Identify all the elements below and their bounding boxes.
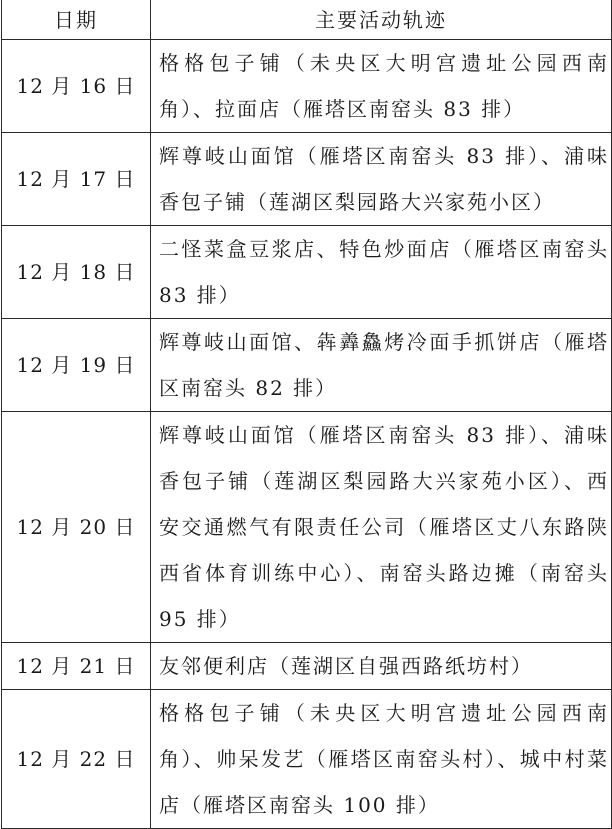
date-cell: 12 月 18 日 — [2, 226, 151, 319]
date-cell: 12 月 22 日 — [2, 690, 151, 829]
table-row — [2, 133, 612, 226]
date-cell: 12 月 21 日 — [2, 643, 151, 690]
track-cell: 友邻便利店（莲湖区自强西路纸坊村） — [151, 643, 612, 690]
date-cell: 12 月 16 日 — [2, 40, 151, 133]
table-row — [2, 319, 612, 412]
track-cell: 辉尊岐山面馆、犇羴鱻烤冷面手抓饼店（雁塔区南窑头 82 排） — [151, 319, 612, 412]
track-cell: 二怪菜盒豆浆店、特色炒面店（雁塔区南窑头 83 排） — [151, 226, 612, 319]
table-row — [2, 226, 612, 319]
date-cell: 12 月 19 日 — [2, 319, 151, 412]
track-cell: 辉尊岐山面馆（雁塔区南窑头 83 排）、浦味香包子铺（莲湖区梨园路大兴家苑小区）、西安交通燃气有限责任公司（雁塔区丈八东路陕西省体育训练中心）、南窑头路边摊（南窑头 95 排） — [151, 412, 612, 643]
header-row — [2, 0, 612, 40]
table-row — [2, 40, 612, 133]
activity-table — [1, 0, 612, 829]
date-cell: 12 月 17 日 — [2, 133, 151, 226]
header-date: 日期 — [2, 0, 151, 40]
track-cell: 格格包子铺（未央区大明宫遗址公园西南角）、拉面店（雁塔区南窑头 83 排） — [151, 40, 612, 133]
table-row — [2, 690, 612, 829]
track-cell: 格格包子铺（未央区大明宫遗址公园西南角）、帅呆发艺（雁塔区南窑头村）、城中村菜店（雁塔区南窑头 100 排） — [151, 690, 612, 829]
track-cell: 辉尊岐山面馆（雁塔区南窑头 83 排）、浦味香包子铺（莲湖区梨园路大兴家苑小区） — [151, 133, 612, 226]
header-track: 主要活动轨迹 — [151, 0, 612, 40]
table-row — [2, 643, 612, 690]
table-row — [2, 412, 612, 643]
date-cell: 12 月 20 日 — [2, 412, 151, 643]
